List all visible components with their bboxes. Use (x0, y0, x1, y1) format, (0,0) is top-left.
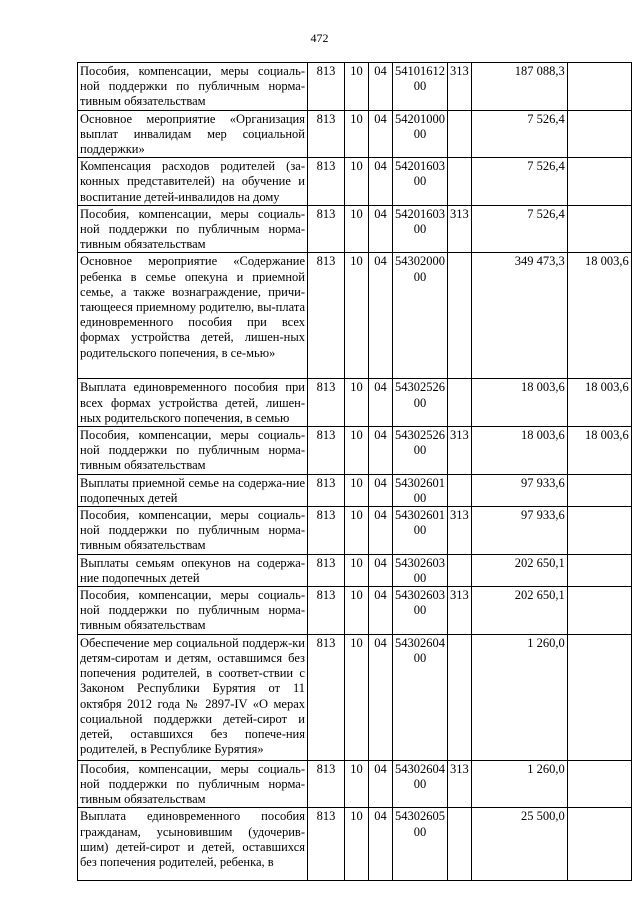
row-target-article-cell: 5430252600 (393, 427, 448, 475)
row-amount-cell: 7 526,4 (471, 205, 567, 253)
row-subvention-cell (567, 760, 631, 808)
row-subsection-cell: 04 (369, 379, 393, 427)
row-subvention-cell (567, 634, 631, 760)
row-section-cell: 10 (345, 253, 369, 379)
row-name-cell: Выплата единовременного пособия при всех формах устройства детей, лишен-ных родительского попечения, в семью (78, 379, 308, 427)
row-expense-type-cell: 313 (448, 205, 472, 253)
table-row (78, 507, 632, 555)
row-name-cell: Выплаты приемной семье на содержа-ние подопечных детей (78, 474, 308, 506)
row-name-cell: Пособия, компенсации, меры социаль-ной поддержки по публичным норма-тивным обязательствам (78, 507, 308, 555)
budget-table-body (78, 63, 632, 881)
row-grbs-cell: 813 (308, 554, 345, 586)
row-grbs-cell: 813 (308, 63, 345, 111)
row-subsection-cell: 04 (369, 158, 393, 206)
row-target-article-cell: 5430260400 (393, 760, 448, 808)
row-expense-type-cell: 313 (448, 507, 472, 555)
row-amount-cell: 202 650,1 (471, 587, 567, 635)
table-row (78, 587, 632, 635)
row-subvention-cell (567, 205, 631, 253)
row-name-cell: Компенсация расходов родителей (за-конных представителей) на обучение и воспитание детей-инвалидов на дому (78, 158, 308, 206)
row-expense-type-cell (448, 253, 472, 379)
row-target-article-cell: 5420160300 (393, 158, 448, 206)
row-name-cell: Пособия, компенсации, меры социаль-ной поддержки по публичным норма-тивным обязательствам (78, 205, 308, 253)
row-target-article-cell: 5410161200 (393, 63, 448, 111)
row-amount-cell: 25 500,0 (471, 808, 567, 881)
row-amount-cell: 349 473,3 (471, 253, 567, 379)
row-target-article-cell: 5430260300 (393, 554, 448, 586)
row-amount-cell: 7 526,4 (471, 158, 567, 206)
row-amount-cell: 18 003,6 (471, 379, 567, 427)
row-amount-cell: 1 260,0 (471, 634, 567, 760)
row-section-cell: 10 (345, 158, 369, 206)
row-grbs-cell: 813 (308, 634, 345, 760)
row-target-article-cell: 5430260500 (393, 808, 448, 881)
row-name-cell: Пособия, компенсации, меры социаль-ной поддержки по публичным норма-тивным обязательствам (78, 63, 308, 111)
row-expense-type-cell (448, 554, 472, 586)
row-grbs-cell: 813 (308, 760, 345, 808)
row-grbs-cell: 813 (308, 427, 345, 475)
table-row (78, 205, 632, 253)
row-subvention-cell (567, 554, 631, 586)
table-row (78, 427, 632, 475)
row-name-cell: Основное мероприятие «Содержание ребенка в семье опекуна и приемной семье, а также вознаграждение, причи-тающееся приемному родителю, вы-плата единовременного пособия при всех формах устройства детей, лишен-ных родительского попечения, в се-мью» (78, 253, 308, 379)
row-expense-type-cell (448, 474, 472, 506)
row-section-cell: 10 (345, 205, 369, 253)
row-grbs-cell: 813 (308, 158, 345, 206)
row-section-cell: 10 (345, 587, 369, 635)
row-target-article-cell: 5420160300 (393, 205, 448, 253)
row-amount-cell: 97 933,6 (471, 474, 567, 506)
row-grbs-cell: 813 (308, 253, 345, 379)
row-target-article-cell: 5420100000 (393, 110, 448, 158)
row-expense-type-cell: 313 (448, 427, 472, 475)
row-name-cell: Пособия, компенсации, меры социаль-ной поддержки по публичным норма-тивным обязательствам (78, 760, 308, 808)
row-section-cell: 10 (345, 634, 369, 760)
row-expense-type-cell (448, 110, 472, 158)
row-subsection-cell: 04 (369, 507, 393, 555)
row-target-article-cell: 5430260100 (393, 507, 448, 555)
row-grbs-cell: 813 (308, 379, 345, 427)
row-target-article-cell: 5430260100 (393, 474, 448, 506)
table-row (78, 760, 632, 808)
row-subsection-cell: 04 (369, 587, 393, 635)
row-expense-type-cell (448, 808, 472, 881)
row-section-cell: 10 (345, 760, 369, 808)
row-subvention-cell (567, 63, 631, 111)
row-subsection-cell: 04 (369, 253, 393, 379)
row-grbs-cell: 813 (308, 110, 345, 158)
table-row (78, 634, 632, 760)
row-expense-type-cell (448, 158, 472, 206)
table-row (78, 379, 632, 427)
row-subsection-cell: 04 (369, 634, 393, 760)
row-grbs-cell: 813 (308, 507, 345, 555)
row-section-cell: 10 (345, 474, 369, 506)
row-amount-cell: 7 526,4 (471, 110, 567, 158)
row-section-cell: 10 (345, 507, 369, 555)
row-name-cell: Пособия, компенсации, меры социаль-ной поддержки по публичным норма-тивным обязательствам (78, 427, 308, 475)
row-amount-cell: 97 933,6 (471, 507, 567, 555)
row-subvention-cell (567, 110, 631, 158)
row-subsection-cell: 04 (369, 63, 393, 111)
table-row (78, 158, 632, 206)
row-amount-cell: 187 088,3 (471, 63, 567, 111)
row-subvention-cell (567, 507, 631, 555)
row-subvention-cell (567, 808, 631, 881)
table-row (78, 808, 632, 881)
row-subvention-cell (567, 158, 631, 206)
row-section-cell: 10 (345, 110, 369, 158)
row-target-article-cell: 5430252600 (393, 379, 448, 427)
row-grbs-cell: 813 (308, 808, 345, 881)
row-subvention-cell: 18 003,6 (567, 379, 631, 427)
row-subsection-cell: 04 (369, 760, 393, 808)
row-section-cell: 10 (345, 808, 369, 881)
table-row (78, 63, 632, 111)
row-subsection-cell: 04 (369, 427, 393, 475)
page-number: 472 (310, 31, 329, 45)
row-amount-cell: 18 003,6 (471, 427, 567, 475)
row-section-cell: 10 (345, 63, 369, 111)
table-row (78, 253, 632, 379)
row-grbs-cell: 813 (308, 474, 345, 506)
row-subvention-cell: 18 003,6 (567, 427, 631, 475)
row-expense-type-cell: 313 (448, 63, 472, 111)
row-amount-cell: 1 260,0 (471, 760, 567, 808)
row-amount-cell: 202 650,1 (471, 554, 567, 586)
table-row (78, 474, 632, 506)
row-subsection-cell: 04 (369, 808, 393, 881)
row-expense-type-cell (448, 379, 472, 427)
row-grbs-cell: 813 (308, 587, 345, 635)
row-expense-type-cell (448, 634, 472, 760)
row-grbs-cell: 813 (308, 205, 345, 253)
row-expense-type-cell: 313 (448, 760, 472, 808)
row-name-cell: Выплата единовременного пособия гражданам, усыновившим (удочерив-шим) детей-сирот и детей, оставшихся без попечения родителей, ребенка, в (78, 808, 308, 881)
row-section-cell: 10 (345, 427, 369, 475)
row-subvention-cell (567, 474, 631, 506)
row-expense-type-cell: 313 (448, 587, 472, 635)
row-name-cell: Пособия, компенсации, меры социаль-ной поддержки по публичным норма-тивным обязательствам (78, 587, 308, 635)
row-target-article-cell: 5430200000 (393, 253, 448, 379)
row-subvention-cell: 18 003,6 (567, 253, 631, 379)
row-section-cell: 10 (345, 379, 369, 427)
row-subsection-cell: 04 (369, 554, 393, 586)
row-name-cell: Обеспечение мер социальной поддерж-ки детям-сиротам и детям, оставшимся без попечения родителей, в соответ-ствии с Законом Республики Бурятия от 11 октября 2012 года № 2897-IV «О мерах социальной поддержки детей-сирот и детей, оставшихся без попече-ния родителей, в Республике Бурятия» (78, 634, 308, 760)
row-section-cell: 10 (345, 554, 369, 586)
row-subsection-cell: 04 (369, 205, 393, 253)
row-name-cell: Основное мероприятие «Организация выплат инвалидам мер социальной поддержки» (78, 110, 308, 158)
row-subsection-cell: 04 (369, 110, 393, 158)
budget-table (77, 62, 632, 881)
table-row (78, 110, 632, 158)
row-name-cell: Выплаты семьям опекунов на содержа-ние подопечных детей (78, 554, 308, 586)
table-row (78, 554, 632, 586)
row-subvention-cell (567, 587, 631, 635)
row-target-article-cell: 5430260300 (393, 587, 448, 635)
row-target-article-cell: 5430260400 (393, 634, 448, 760)
row-subsection-cell: 04 (369, 474, 393, 506)
